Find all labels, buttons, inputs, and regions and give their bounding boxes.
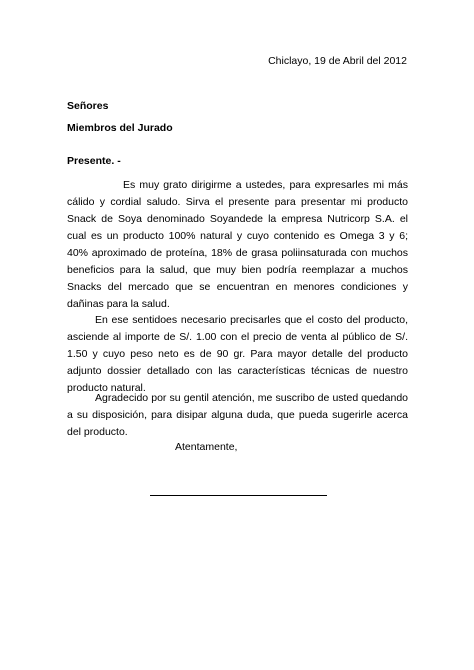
signature-line — [150, 495, 327, 496]
body-paragraph-1-text: Es muy grato dirigirme a ustedes, para expresarles mi más cálido y cordial saludo. Sirva el presente para presentar mi producto Snack de Soya denominado Soyandede la empresa Nutricorp S.A. el cual es un producto 100% natural y cuyo contenido es Omega 3 y 6; 40% aproximado de proteína, 18% de grasa poliinsaturada con muchos beneficios para la salud, que muy bien podría reemplazar a muchos Snacks del mercado que se encuentran en menores condiciones y dañinas para la salud. — [67, 179, 408, 310]
body-paragraph-1 — [67, 177, 408, 313]
letter-date: Chiclayo, 19 de Abril del 2012 — [268, 55, 407, 67]
body-paragraph-2 — [67, 312, 408, 397]
recipient-line-1: Señores — [67, 100, 109, 112]
body-paragraph-2-text: En ese sentidoes necesario precisarles que el costo del producto, asciende al importe de S/. 1.00 con el precio de venta al público de S/. 1.50 y cuyo peso neto es de 90 gr. Para mayor detalle del producto adjunto dossier detallado con las características técnicas de nuestro producto natural. — [67, 314, 408, 394]
recipient-line-2: Miembros del Jurado — [67, 122, 173, 134]
greeting: Presente. - — [67, 155, 121, 167]
body-paragraph-3 — [67, 390, 408, 441]
closing: Atentamente, — [175, 441, 238, 453]
body-paragraph-3-text: Agradecido por su gentil atención, me suscribo de usted quedando a su disposición, para disipar alguna duda, que pueda sugerirle acerca del producto. — [67, 392, 408, 438]
